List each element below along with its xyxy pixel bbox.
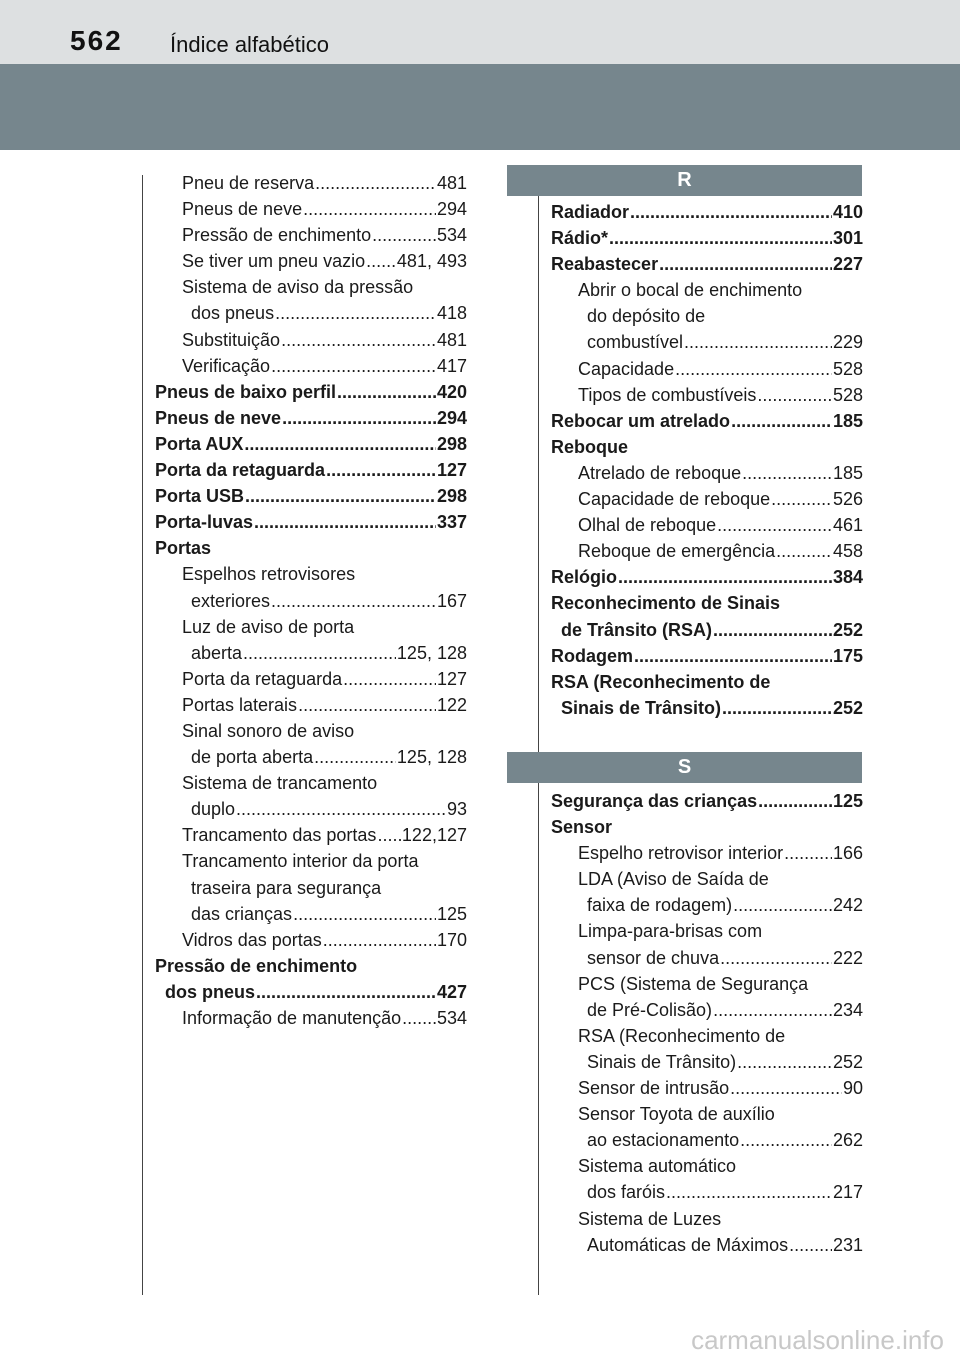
entry-term: Porta USB: [155, 486, 245, 507]
entry-term: Sistema de trancamento: [182, 773, 378, 794]
index-entry: [155, 561, 467, 587]
dot-leader: [784, 840, 832, 866]
index-entry: [551, 892, 863, 918]
index-entry: [155, 614, 467, 640]
entry-page: 242: [832, 895, 863, 916]
dot-leader: [713, 997, 832, 1023]
dot-leader: [256, 979, 436, 1005]
dot-leader: [298, 692, 436, 718]
index-entry: [155, 300, 467, 326]
entry-page: 170: [436, 929, 467, 950]
entry-term: Capacidade: [578, 358, 675, 379]
dot-leader: [293, 901, 436, 927]
entry-term: Reboque de emergência: [578, 541, 776, 562]
entry-term: Pneus de neve: [155, 407, 282, 428]
index-entry: [551, 329, 863, 355]
dot-leader: [372, 222, 436, 248]
index-entry: [551, 1049, 863, 1075]
index-entry: [551, 512, 863, 538]
index-entry: [551, 814, 863, 840]
index-entry: [155, 588, 467, 614]
index-entry: [551, 1179, 863, 1205]
dot-leader: [771, 486, 832, 512]
entry-page: 534: [436, 225, 467, 246]
entry-term: sensor de chuva: [587, 947, 720, 968]
index-entry: [155, 483, 467, 509]
index-entry: [551, 1101, 863, 1127]
entry-page: 125, 128: [396, 747, 467, 768]
entry-term: Porta-luvas: [155, 512, 254, 533]
entry-term: das crianças: [191, 903, 293, 924]
entry-term: traseira para segurança: [191, 877, 382, 898]
entry-page: 534: [436, 1008, 467, 1028]
header-strip: [0, 0, 960, 64]
entry-term: Rodagem: [551, 645, 634, 666]
entry-term: Verificação: [182, 355, 271, 376]
entry-page: 125: [832, 791, 863, 811]
entry-term: Olhal de reboque: [578, 515, 717, 536]
entry-page: 294: [436, 407, 467, 428]
entry-page: 231: [832, 1234, 863, 1255]
entry-page: 528: [832, 384, 863, 405]
index-entry: [155, 979, 467, 1005]
index-entry: [551, 840, 863, 866]
entry-term: de porta aberta: [191, 747, 314, 768]
entry-page: 227: [832, 254, 863, 275]
entry-term: Sinal sonoro de aviso: [182, 720, 355, 741]
entry-page: 222: [832, 947, 863, 968]
index-entry: [551, 356, 863, 382]
index-entry: [551, 590, 863, 616]
entry-page: 122,127: [401, 825, 467, 846]
entry-page: 417: [436, 355, 467, 376]
index-entry: [551, 997, 863, 1023]
dot-leader: [717, 512, 832, 538]
dot-leader: [731, 408, 832, 434]
entry-term: Segurança das crianças: [551, 791, 758, 811]
index-entry: [155, 822, 467, 848]
entry-term: Vidros das portas: [182, 929, 322, 950]
entry-term: Reabastecer: [551, 254, 659, 275]
index-entry: [551, 1023, 863, 1049]
entry-page: 337: [436, 512, 467, 533]
entry-term: LDA (Aviso de Saída de: [578, 869, 769, 890]
column-rule-left: [142, 175, 143, 1295]
index-entry: [551, 1075, 863, 1101]
dot-leader: [630, 199, 832, 225]
entry-term: Sensor Toyota de auxílio: [578, 1104, 775, 1125]
entry-page: 229: [832, 332, 863, 353]
dot-leader: [758, 788, 832, 814]
index-entry: [155, 744, 467, 770]
entry-term: Sinais de Trânsito): [561, 697, 722, 718]
index-entry: [155, 222, 467, 248]
entry-term: Relógio: [551, 567, 617, 588]
dot-leader: [236, 796, 446, 822]
dot-leader: [326, 457, 436, 483]
entry-term: Trancamento das portas: [182, 825, 377, 846]
page-number: 562: [70, 25, 123, 56]
dot-leader: [742, 460, 832, 486]
entry-page: 125: [436, 903, 467, 924]
index-entry: [551, 1127, 863, 1153]
entry-page: 298: [436, 486, 467, 507]
index-entry: [155, 692, 467, 718]
dot-leader: [666, 1179, 832, 1205]
entry-page: 122: [436, 694, 467, 715]
entry-page: 427: [436, 981, 467, 1002]
dot-leader: [282, 405, 436, 431]
entry-page: 252: [832, 1051, 863, 1072]
index-entry: [551, 1153, 863, 1179]
entry-page: 167: [436, 590, 467, 611]
index-entry: [155, 196, 467, 222]
entry-term: exteriores: [191, 590, 271, 611]
dot-leader: [609, 225, 832, 251]
dot-leader: [730, 1075, 842, 1101]
entry-term: Pneu de reserva: [182, 173, 315, 193]
index-entry: [155, 274, 467, 300]
index-column-right-s: [551, 788, 863, 1258]
dot-leader: [776, 538, 832, 564]
entry-page: 481: [436, 329, 467, 350]
entry-page: 526: [832, 489, 863, 510]
dot-leader: [275, 300, 436, 326]
entry-term: PCS (Sistema de Segurança: [578, 973, 809, 994]
index-entry: [155, 457, 467, 483]
entry-term: Radiador: [551, 202, 630, 222]
entry-term: de Trânsito (RSA): [561, 619, 713, 640]
dot-leader: [720, 945, 832, 971]
dot-leader: [315, 170, 436, 196]
entry-term: aberta: [191, 642, 243, 663]
dot-leader: [244, 431, 436, 457]
index-entry: [551, 460, 863, 486]
entry-term: Informação de manutenção: [182, 1008, 402, 1028]
index-entry: [551, 382, 863, 408]
entry-term: Reboque: [551, 436, 629, 457]
entry-page: 185: [832, 462, 863, 483]
entry-term: Porta da retaguarda: [182, 668, 343, 689]
dot-leader: [303, 196, 436, 222]
index-entry: [155, 431, 467, 457]
entry-term: Capacidade de reboque: [578, 489, 771, 510]
index-entry: [551, 971, 863, 997]
index-entry: [551, 277, 863, 303]
entry-term: Porta AUX: [155, 433, 244, 454]
dot-leader: [323, 927, 436, 953]
dot-leader: [675, 356, 832, 382]
entry-term: Substituição: [182, 329, 281, 350]
dot-leader: [737, 1049, 832, 1075]
index-entry: [155, 1005, 467, 1031]
entry-term: Sinais de Trânsito): [587, 1051, 737, 1072]
dot-leader: [243, 640, 396, 666]
entry-page: 528: [832, 358, 863, 379]
entry-term: Sistema de Luzes: [578, 1208, 722, 1229]
index-column-right-r: [551, 199, 863, 721]
index-entry: [155, 927, 467, 953]
entry-term: Pressão de enchimento: [182, 225, 372, 246]
section-header-s: S: [507, 752, 862, 783]
entry-term: Pneus de neve: [182, 199, 303, 220]
entry-term: duplo: [191, 799, 236, 820]
index-entry: [155, 796, 467, 822]
entry-term: Limpa-para-brisas com: [578, 921, 763, 942]
index-entry: [155, 848, 467, 874]
entry-page: 252: [832, 619, 863, 640]
index-entry: [155, 353, 467, 379]
index-entry: [155, 170, 467, 196]
entry-term: Espelho retrovisor interior: [578, 843, 784, 864]
entry-term: Atrelado de reboque: [578, 462, 742, 483]
index-entry: [551, 199, 863, 225]
index-entry: [155, 953, 467, 979]
dot-leader: [722, 695, 832, 721]
entry-term: Pressão de enchimento: [155, 955, 358, 976]
entry-term: dos pneus: [191, 303, 275, 324]
watermark: carmanualsonline.info: [691, 1325, 944, 1355]
entry-term: Luz de aviso de porta: [182, 616, 355, 637]
dot-leader: [366, 248, 396, 274]
index-entry: [155, 770, 467, 796]
index-entry: [155, 875, 467, 901]
entry-page: 418: [436, 303, 467, 324]
dot-leader: [343, 666, 436, 692]
index-entry: [155, 405, 467, 431]
entry-term: Reconhecimento de Sinais: [551, 593, 781, 614]
dot-leader: [618, 564, 832, 590]
dot-leader: [314, 744, 396, 770]
entry-page: 217: [832, 1182, 863, 1203]
entry-page: 461: [832, 515, 863, 536]
entry-page: 175: [832, 645, 863, 666]
index-entry: [551, 486, 863, 512]
index-entry: [551, 1232, 863, 1258]
page-title: Índice alfabético: [170, 32, 329, 57]
header-band: [0, 64, 960, 150]
entry-page: 127: [436, 460, 467, 481]
dot-leader: [713, 617, 832, 643]
dot-leader: [245, 483, 436, 509]
dot-leader: [271, 353, 436, 379]
dot-leader: [740, 1127, 832, 1153]
entry-page: 90: [842, 1078, 863, 1099]
entry-term: Porta da retaguarda: [155, 460, 326, 481]
entry-page: 481: [436, 173, 467, 193]
dot-leader: [254, 509, 436, 535]
entry-page: 410: [832, 202, 863, 222]
dot-leader: [733, 892, 832, 918]
entry-page: 185: [832, 410, 863, 431]
entry-term: RSA (Reconhecimento de: [578, 1025, 786, 1046]
entry-term: Rebocar um atrelado: [551, 410, 731, 431]
entry-term: do depósito de: [587, 306, 706, 327]
dot-leader: [337, 379, 436, 405]
entry-term: Rádio*: [551, 228, 609, 249]
entry-term: Sensor de intrusão: [578, 1078, 730, 1099]
entry-page: 298: [436, 433, 467, 454]
index-entry: [155, 509, 467, 535]
index-entry: [551, 538, 863, 564]
entry-term: Se tiver um pneu vazio: [182, 251, 366, 272]
index-entry: [551, 669, 863, 695]
index-entry: [155, 379, 467, 405]
section-header-r: R: [507, 165, 862, 196]
entry-page: 125, 128: [396, 642, 467, 663]
entry-page: 166: [832, 843, 863, 864]
entry-term: Portas laterais: [182, 694, 298, 715]
entry-page: 384: [832, 567, 863, 588]
index-entry: [551, 866, 863, 892]
index-entry: [155, 666, 467, 692]
entry-page: 481, 493: [396, 251, 467, 272]
entry-page: 93: [446, 799, 467, 820]
entry-term: faixa de rodagem): [587, 895, 733, 916]
entry-term: Portas: [155, 538, 212, 559]
index-entry: [551, 434, 863, 460]
index-entry: [551, 1206, 863, 1232]
index-entry: [551, 303, 863, 329]
index-column-left: [155, 170, 467, 1031]
entry-term: dos pneus: [165, 981, 256, 1002]
entry-term: combustível: [587, 332, 684, 353]
index-entry: [551, 788, 863, 814]
entry-term: Tipos de combustíveis: [578, 384, 757, 405]
index-entry: [155, 901, 467, 927]
entry-page: 458: [832, 541, 863, 562]
entry-page: 262: [832, 1130, 863, 1151]
index-entry: [551, 251, 863, 277]
index-entry: [551, 564, 863, 590]
entry-page: 234: [832, 999, 863, 1020]
entry-term: Automáticas de Máximos: [587, 1234, 789, 1255]
dot-leader: [757, 382, 832, 408]
index-entry: [155, 248, 467, 274]
dot-leader: [271, 588, 436, 614]
entry-page: 420: [436, 381, 467, 402]
column-rule-middle: [538, 175, 539, 1295]
entry-page: 301: [832, 228, 863, 249]
dot-leader: [281, 327, 436, 353]
index-entry: [551, 945, 863, 971]
index-entry: [155, 718, 467, 744]
dot-leader: [634, 643, 832, 669]
index-entry: [551, 695, 863, 721]
entry-term: Sistema automático: [578, 1156, 737, 1177]
entry-term: Espelhos retrovisores: [182, 564, 356, 585]
entry-term: RSA (Reconhecimento de: [551, 671, 771, 692]
dot-leader: [402, 1005, 436, 1031]
index-entry: [551, 918, 863, 944]
dot-leader: [377, 822, 400, 848]
index-entry: [155, 640, 467, 666]
entry-page: 127: [436, 668, 467, 689]
index-entry: [551, 643, 863, 669]
entry-term: Sistema de aviso da pressão: [182, 277, 414, 298]
index-entry: [551, 408, 863, 434]
dot-leader: [789, 1232, 832, 1258]
entry-page: 294: [436, 199, 467, 220]
entry-term: dos faróis: [587, 1182, 666, 1203]
index-entry: [155, 535, 467, 561]
dot-leader: [684, 329, 832, 355]
entry-term: Abrir o bocal de enchimento: [578, 280, 803, 301]
index-entry: [155, 327, 467, 353]
entry-term: ao estacionamento: [587, 1130, 740, 1151]
index-entry: [551, 225, 863, 251]
entry-term: de Pré-Colisão): [587, 999, 713, 1020]
entry-page: 252: [832, 697, 863, 718]
index-entry: [551, 617, 863, 643]
entry-term: Trancamento interior da porta: [182, 851, 419, 872]
dot-leader: [659, 251, 832, 277]
entry-term: Pneus de baixo perfil: [155, 381, 337, 402]
entry-term: Sensor: [551, 817, 613, 838]
